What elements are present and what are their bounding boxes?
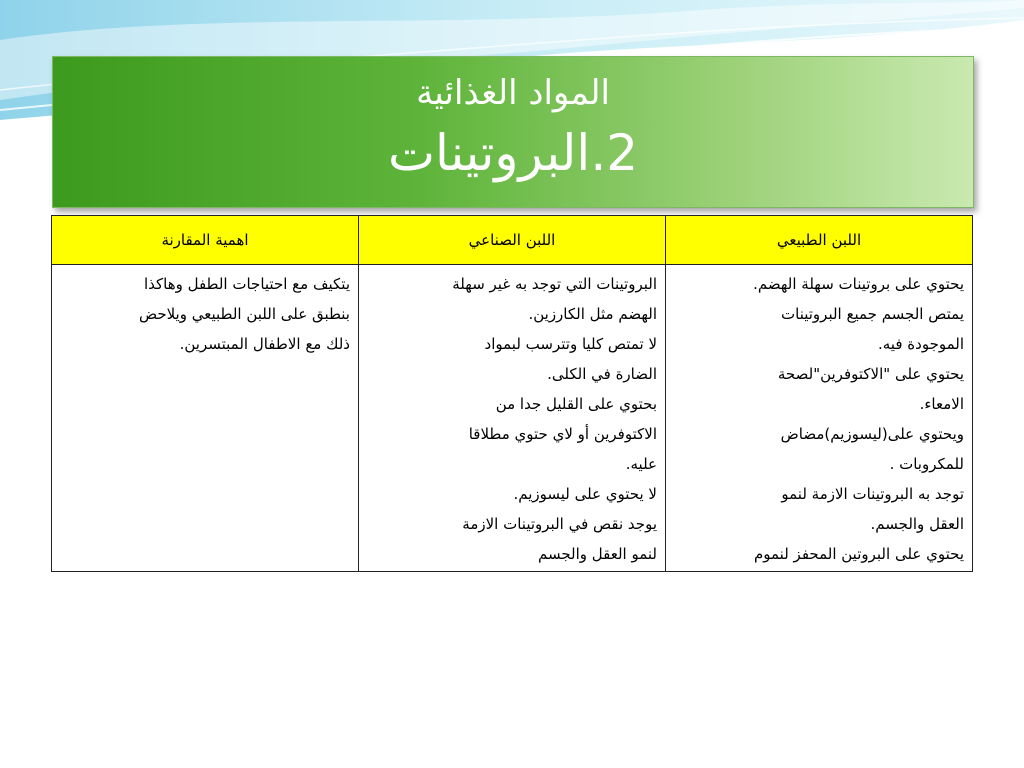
- natural-line: الامعاء.: [919, 395, 964, 413]
- importance-line: بنطبق على اللبن الطبيعي ويلاحض: [138, 305, 350, 323]
- industrial-line: لنمو العقل والجسم: [537, 545, 657, 563]
- industrial-line: الضارة في الكلى.: [547, 365, 657, 383]
- importance-line: يتكيف مع احتياجات الطفل وهاكذا: [143, 275, 350, 293]
- industrial-line: البروتينات التي توجد به غير سهلة: [452, 275, 657, 293]
- industrial-line: الاكتوفرين أو لاي حتوي مطلاقا: [468, 425, 657, 443]
- natural-line: ويحتوي على(ليسوزيم)مضاض: [780, 425, 964, 443]
- industrial-line: عليه.: [625, 455, 657, 473]
- table-row: [52, 265, 973, 572]
- industrial-line: الهضم مثل الكارزين.: [528, 305, 657, 323]
- table-header-row: [52, 216, 973, 265]
- importance-line: ذلك مع الاطفال المبتسرين.: [179, 335, 350, 353]
- industrial-line: بحتوي على القليل جدا من: [495, 395, 657, 413]
- cell-comparison-importance: [52, 265, 359, 572]
- natural-line: يحتوي على "الاكتوفرين"لصحة: [777, 365, 964, 383]
- header-industrial-milk: اللبن الصناعي: [359, 216, 666, 265]
- header-natural-milk: اللبن الطبيعي: [666, 216, 973, 265]
- natural-line: يحتوي على بروتينات سهلة الهضم.: [753, 275, 964, 293]
- industrial-line: لا تمتص كليا وتترسب لبمواد: [484, 335, 657, 353]
- natural-line: يمتص الجسم جميع البروتينات: [781, 305, 964, 323]
- natural-line: العقل والجسم.: [870, 515, 964, 533]
- industrial-line: يوجد نقص في البروتينات الازمة: [462, 515, 657, 533]
- natural-line: الموجودة فيه.: [878, 335, 964, 353]
- industrial-line: لا يحتوي على ليسوزيم.: [513, 485, 657, 503]
- natural-line: توجد به البروتينات الازمة لنمو: [781, 485, 964, 503]
- natural-line: يحتوي على البروتين المحفز لنموم: [753, 545, 964, 563]
- header-comparison-importance: اهمية المقارنة: [52, 216, 359, 265]
- cell-natural-milk: [666, 265, 973, 572]
- slide-title-box: [52, 56, 974, 208]
- natural-line: للمكروبات .: [889, 455, 964, 473]
- slide-subtitle: 2.البروتينات: [387, 124, 639, 182]
- slide-title: المواد الغذائية: [416, 73, 610, 113]
- comparison-table: [51, 215, 973, 572]
- cell-industrial-milk: [359, 265, 666, 572]
